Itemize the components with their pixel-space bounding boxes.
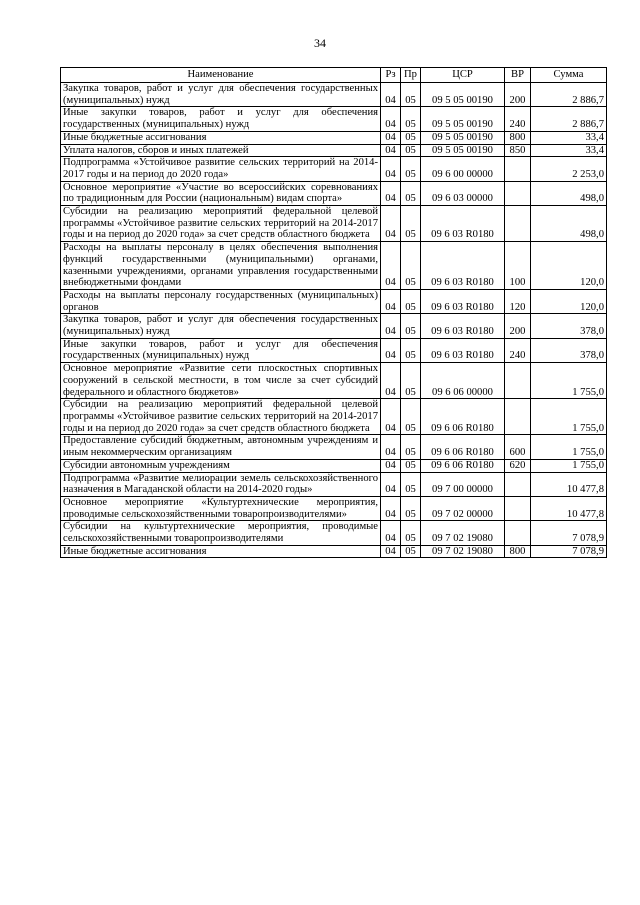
cell-vr: 240 xyxy=(505,107,531,131)
cell-rz: 04 xyxy=(381,131,401,144)
cell-sum: 120,0 xyxy=(531,242,607,290)
cell-pr: 05 xyxy=(401,107,421,131)
cell-vr xyxy=(505,157,531,181)
table-row xyxy=(61,338,607,362)
table-row xyxy=(61,107,607,131)
cell-vr: 200 xyxy=(505,83,531,107)
table-row xyxy=(61,144,607,157)
table-row xyxy=(61,459,607,472)
header-sum: Сумма xyxy=(531,68,607,83)
cell-csr: 09 6 06 R0180 xyxy=(421,399,505,435)
cell-name: Основное мероприятие «Культуртехнические мероприятия, проводимые сельскохозяйственными товаропроизводителями» xyxy=(61,496,381,520)
cell-rz: 04 xyxy=(381,107,401,131)
cell-pr: 05 xyxy=(401,545,421,558)
cell-rz: 04 xyxy=(381,459,401,472)
cell-rz: 04 xyxy=(381,144,401,157)
table-row xyxy=(61,399,607,435)
cell-vr: 800 xyxy=(505,131,531,144)
table-row xyxy=(61,206,607,242)
table-header-row xyxy=(61,68,607,83)
cell-pr: 05 xyxy=(401,472,421,496)
cell-pr: 05 xyxy=(401,242,421,290)
cell-vr xyxy=(505,206,531,242)
cell-name: Иные бюджетные ассигнования xyxy=(61,545,381,558)
cell-vr: 620 xyxy=(505,459,531,472)
cell-pr: 05 xyxy=(401,338,421,362)
cell-name: Основное мероприятие «Развитие сети плоскостных спортивных сооружений в сельской местности, в том числе за счет субсидий федерального и областного бюджетов» xyxy=(61,363,381,399)
cell-sum: 7 078,9 xyxy=(531,521,607,545)
table-row xyxy=(61,363,607,399)
cell-vr xyxy=(505,181,531,205)
cell-vr: 850 xyxy=(505,144,531,157)
cell-pr: 05 xyxy=(401,131,421,144)
cell-pr: 05 xyxy=(401,144,421,157)
cell-pr: 05 xyxy=(401,83,421,107)
cell-csr: 09 7 02 00000 xyxy=(421,496,505,520)
cell-name: Подпрограмма «Развитие мелиорации земель сельскохозяйственного назначения в Магаданской области на 2014-2020 годы» xyxy=(61,472,381,496)
cell-pr: 05 xyxy=(401,399,421,435)
cell-rz: 04 xyxy=(381,472,401,496)
cell-name: Субсидии автономным учреждениям xyxy=(61,459,381,472)
cell-name: Закупка товаров, работ и услуг для обеспечения государственных (муниципальных) нужд xyxy=(61,314,381,338)
cell-rz: 04 xyxy=(381,157,401,181)
cell-csr: 09 7 02 19080 xyxy=(421,545,505,558)
cell-sum: 33,4 xyxy=(531,144,607,157)
table-row xyxy=(61,131,607,144)
table-row xyxy=(61,545,607,558)
cell-sum: 1 755,0 xyxy=(531,435,607,459)
cell-vr: 100 xyxy=(505,242,531,290)
cell-vr xyxy=(505,363,531,399)
cell-rz: 04 xyxy=(381,435,401,459)
cell-sum: 1 755,0 xyxy=(531,459,607,472)
cell-rz: 04 xyxy=(381,314,401,338)
cell-name: Субсидии на культуртехнические мероприятия, проводимые сельскохозяйственными товаропроизводителями xyxy=(61,521,381,545)
cell-sum: 1 755,0 xyxy=(531,399,607,435)
table-row xyxy=(61,83,607,107)
cell-csr: 09 7 02 19080 xyxy=(421,521,505,545)
cell-vr: 240 xyxy=(505,338,531,362)
table-row xyxy=(61,496,607,520)
cell-rz: 04 xyxy=(381,206,401,242)
cell-pr: 05 xyxy=(401,521,421,545)
header-rz: Рз xyxy=(381,68,401,83)
cell-vr xyxy=(505,472,531,496)
cell-rz: 04 xyxy=(381,289,401,313)
budget-table xyxy=(60,67,607,558)
cell-sum: 10 477,8 xyxy=(531,496,607,520)
cell-rz: 04 xyxy=(381,242,401,290)
cell-sum: 2 886,7 xyxy=(531,83,607,107)
cell-name: Субсидии на реализацию мероприятий федеральной целевой программы «Устойчивое развитие сельских территорий на 2014-2017 годы и на период до 2020 года» за счет средств областного бюджета xyxy=(61,399,381,435)
cell-vr: 800 xyxy=(505,545,531,558)
cell-name: Предоставление субсидий бюджетным, автономным учреждениям и иным некоммерческим организациям xyxy=(61,435,381,459)
table-row xyxy=(61,289,607,313)
cell-name: Основное мероприятие «Участие во всероссийских соревнованиях по традиционным для России (национальным) видам спорта» xyxy=(61,181,381,205)
cell-name: Иные бюджетные ассигнования xyxy=(61,131,381,144)
table-row xyxy=(61,181,607,205)
cell-sum: 498,0 xyxy=(531,206,607,242)
table-row xyxy=(61,435,607,459)
cell-csr: 09 6 06 00000 xyxy=(421,363,505,399)
cell-pr: 05 xyxy=(401,363,421,399)
cell-vr xyxy=(505,496,531,520)
cell-name: Подпрограмма «Устойчивое развитие сельских территорий на 2014-2017 годы и на период до 2020 года» xyxy=(61,157,381,181)
cell-name: Иные закупки товаров, работ и услуг для обеспечения государственных (муниципальных) нужд xyxy=(61,338,381,362)
cell-rz: 04 xyxy=(381,399,401,435)
header-vr: ВР xyxy=(505,68,531,83)
cell-csr: 09 6 03 R0180 xyxy=(421,242,505,290)
cell-name: Расходы на выплаты персоналу в целях обеспечения выполнения функций государственными (муниципальными) органами, казенными учреждениями, органами управления государственными внебюджетными фондами xyxy=(61,242,381,290)
cell-pr: 05 xyxy=(401,289,421,313)
cell-sum: 1 755,0 xyxy=(531,363,607,399)
cell-pr: 05 xyxy=(401,181,421,205)
cell-csr: 09 6 03 R0180 xyxy=(421,206,505,242)
cell-sum: 2 886,7 xyxy=(531,107,607,131)
table-row xyxy=(61,472,607,496)
cell-csr: 09 6 06 R0180 xyxy=(421,459,505,472)
cell-csr: 09 5 05 00190 xyxy=(421,144,505,157)
cell-csr: 09 6 03 00000 xyxy=(421,181,505,205)
cell-name: Расходы на выплаты персоналу государственных (муниципальных) органов xyxy=(61,289,381,313)
cell-pr: 05 xyxy=(401,459,421,472)
cell-rz: 04 xyxy=(381,545,401,558)
cell-sum: 10 477,8 xyxy=(531,472,607,496)
cell-csr: 09 6 03 R0180 xyxy=(421,338,505,362)
cell-name: Закупка товаров, работ и услуг для обеспечения государственных (муниципальных) нужд xyxy=(61,83,381,107)
cell-pr: 05 xyxy=(401,157,421,181)
cell-csr: 09 7 00 00000 xyxy=(421,472,505,496)
table-row xyxy=(61,157,607,181)
cell-rz: 04 xyxy=(381,521,401,545)
cell-vr: 120 xyxy=(505,289,531,313)
cell-sum: 33,4 xyxy=(531,131,607,144)
cell-vr xyxy=(505,399,531,435)
table-row xyxy=(61,314,607,338)
cell-csr: 09 6 06 R0180 xyxy=(421,435,505,459)
cell-name: Уплата налогов, сборов и иных платежей xyxy=(61,144,381,157)
cell-sum: 498,0 xyxy=(531,181,607,205)
page-number: 34 xyxy=(314,36,326,50)
cell-pr: 05 xyxy=(401,496,421,520)
header-pr: Пр xyxy=(401,68,421,83)
cell-csr: 09 6 03 R0180 xyxy=(421,289,505,313)
cell-rz: 04 xyxy=(381,496,401,520)
cell-rz: 04 xyxy=(381,83,401,107)
cell-sum: 7 078,9 xyxy=(531,545,607,558)
cell-name: Иные закупки товаров, работ и услуг для обеспечения государственных (муниципальных) нужд xyxy=(61,107,381,131)
cell-sum: 120,0 xyxy=(531,289,607,313)
table-row xyxy=(61,242,607,290)
cell-pr: 05 xyxy=(401,435,421,459)
cell-vr: 600 xyxy=(505,435,531,459)
cell-csr: 09 6 00 00000 xyxy=(421,157,505,181)
cell-name: Субсидии на реализацию мероприятий федеральной целевой программы «Устойчивое развитие сельских территорий на 2014-2017 годы и на период до 2020 года» за счет средств областного бюджета xyxy=(61,206,381,242)
cell-csr: 09 5 05 00190 xyxy=(421,107,505,131)
cell-pr: 05 xyxy=(401,314,421,338)
cell-csr: 09 5 05 00190 xyxy=(421,83,505,107)
header-csr: ЦСР xyxy=(421,68,505,83)
cell-sum: 378,0 xyxy=(531,338,607,362)
cell-rz: 04 xyxy=(381,181,401,205)
cell-rz: 04 xyxy=(381,363,401,399)
cell-sum: 378,0 xyxy=(531,314,607,338)
cell-vr xyxy=(505,521,531,545)
cell-csr: 09 5 05 00190 xyxy=(421,131,505,144)
cell-csr: 09 6 03 R0180 xyxy=(421,314,505,338)
cell-pr: 05 xyxy=(401,206,421,242)
header-name: Наименование xyxy=(61,68,381,83)
table-row xyxy=(61,521,607,545)
cell-sum: 2 253,0 xyxy=(531,157,607,181)
cell-vr: 200 xyxy=(505,314,531,338)
cell-rz: 04 xyxy=(381,338,401,362)
